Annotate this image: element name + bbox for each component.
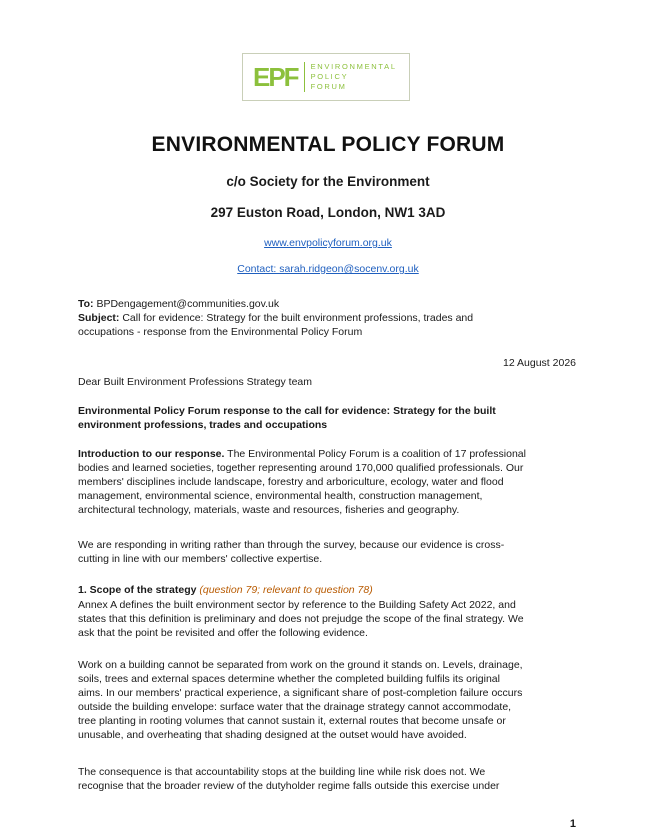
paragraph-line: soils, trees and external spaces determine whether the completed building fulfils its original: [78, 673, 500, 685]
page-number: 1: [569, 818, 576, 830]
paragraph-line: management, environmental science, environmental health, construction management,: [78, 490, 483, 502]
paragraph-line: bodies and learned societies, together representing around 170,000 qualified professionals. Our: [78, 462, 524, 474]
paragraph-line: states that this definition is preliminary and does not prejudge the scope of the final strategy. We: [78, 613, 524, 625]
address-line-1: c/o Society for the Environment: [226, 174, 430, 189]
paragraph-line: members' disciplines include landscape, forestry and arboriculture, ecology, water and flood: [78, 476, 504, 488]
paragraph-line: cutting in line with our members' collective expertise.: [78, 553, 323, 565]
section-title: 1. Scope of the strategy: [78, 584, 197, 596]
response-heading-line: environment professions, trades and occupations: [78, 419, 328, 431]
consequence-paragraph: [78, 765, 578, 793]
scope-paragraph: [78, 598, 578, 640]
subject-label: Subject:: [78, 312, 120, 324]
paragraph-line: ask that the point be revisited and offer the following evidence.: [78, 627, 368, 639]
paragraph-line: tree planting in rooting volumes that cannot sustain it, external routes that become unsafe or: [78, 715, 506, 727]
paragraph-line: The Environmental Policy Forum is a coalition of 17 professional: [224, 448, 526, 460]
logo-divider: [304, 62, 305, 92]
response-heading-line: Environmental Policy Forum response to the call for evidence: Strategy for the built: [78, 405, 496, 417]
paragraph-line: Annex A defines the built environment sector by reference to the Building Safety Act 2022, and: [78, 599, 516, 611]
paragraph-line: unusable, and overheating that shading designed at the outset would have avoided.: [78, 729, 467, 741]
website-row: [0, 233, 656, 251]
ground-paragraph: [78, 658, 578, 742]
response-heading: [78, 404, 578, 432]
subject-line: occupations - response from the Environmental Policy Forum: [78, 326, 363, 338]
logo-wordmark: [311, 62, 397, 92]
subject-block: [78, 311, 578, 339]
writing-paragraph: [78, 538, 578, 566]
paragraph-line: outside the building envelope: surface water that the drainage strategy cannot accommodate,: [78, 701, 512, 713]
letter-date: 12 August 2026: [503, 357, 576, 369]
organisation-title: ENVIRONMENTAL POLICY FORUM: [151, 133, 505, 156]
paragraph-line: The consequence is that accountability stops at the building line while risk does not. We: [78, 766, 486, 778]
paragraph-line: Work on a building cannot be separated from work on the ground it stands on. Levels, drainage,: [78, 659, 523, 671]
epf-logo: [242, 53, 410, 101]
contact-email-link[interactable]: Contact: sarah.ridgeon@socenv.org.uk: [237, 263, 419, 275]
paragraph-line: architectural technology, materials, waste and resources, fisheries and geography.: [78, 504, 460, 516]
paragraph-line: aims. In our members' practical experience, a significant share of post-completion failure occurs: [78, 687, 523, 699]
address-line-2: 297 Euston Road, London, NW1 3AD: [210, 205, 446, 220]
intro-lead: Introduction to our response.: [78, 448, 225, 460]
logo-line: ENVIRONMENTAL: [310, 62, 397, 71]
subject-line: Call for evidence: Strategy for the built environment professions, trades and: [119, 312, 474, 324]
paragraph-line: We are responding in writing rather than through the survey, because our evidence is cross-: [78, 539, 505, 551]
section-note: (question 79; relevant to question 78): [196, 584, 373, 596]
logo-line: FORUM: [310, 82, 347, 91]
paragraph-line: recognise that the broader review of the dutyholder regime falls outside this exercise under: [78, 780, 500, 792]
greeting: Dear Built Environment Professions Strategy team: [78, 376, 313, 388]
intro-paragraph: [78, 447, 578, 517]
to-value: BPDengagement@communities.gov.uk: [93, 298, 280, 310]
to-label: To:: [78, 298, 94, 310]
logo-mark: EPF: [253, 62, 298, 92]
contact-row: [0, 259, 656, 277]
to-line: [78, 297, 578, 311]
logo-line: POLICY: [310, 72, 349, 81]
website-link[interactable]: www.envpolicyforum.org.uk: [264, 237, 392, 249]
section-heading: [78, 583, 578, 597]
